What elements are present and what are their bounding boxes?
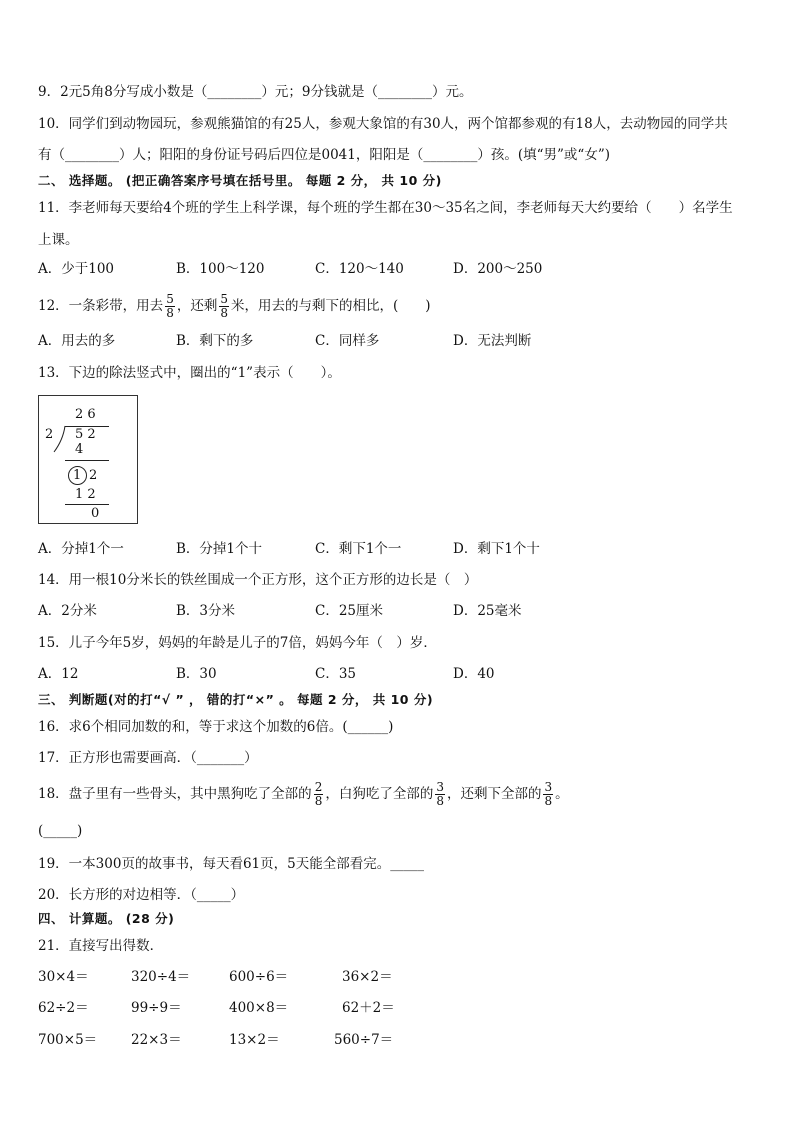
- division-subtract-2: 1 2: [75, 487, 96, 502]
- question-18: [38, 777, 569, 811]
- q12-frac1-num: 5: [166, 292, 174, 306]
- q12-option-a: A．用去的多: [38, 333, 116, 349]
- q13-option-a: A．分掉1个一: [38, 541, 124, 557]
- q14-option-b: B．3分米: [176, 603, 236, 619]
- q13-option-c: C．剩下1个一: [315, 541, 402, 557]
- q13-option-b: B．分掉1个十: [176, 541, 263, 557]
- q12-fraction-2: [219, 293, 229, 320]
- calc-r2-c1: 62÷2＝: [38, 1000, 89, 1016]
- calc-r2-c4: 62＋2＝: [342, 1000, 395, 1016]
- question-10-line1: 10．同学们到动物园玩，参观熊猫馆的有25人，参观大象馆的有30人，两个馆都参观的有18人，去动物园的同学共: [38, 116, 728, 132]
- q18-fraction-1: [314, 781, 324, 808]
- q12-frac2-den: 8: [220, 306, 228, 320]
- calc-r3-c4: 560÷7＝: [334, 1032, 394, 1048]
- calc-r1-c3: 600÷6＝: [229, 969, 289, 985]
- q15-option-a: A．12: [38, 666, 79, 682]
- q18-frac3-den: 8: [544, 794, 553, 808]
- q18-text-mid2: ，还剩下全部的: [446, 786, 542, 802]
- q18-frac1-num: 2: [314, 780, 323, 794]
- q15-option-b: B．30: [176, 666, 217, 682]
- division-line-2: [65, 504, 109, 505]
- q12-text-post: 米，用去的与剩下的相比，( ): [230, 298, 431, 314]
- question-21: 21．直接写出得数．: [38, 938, 164, 954]
- question-9: 9．2元5角8分写成小数是（________）元；9分钱就是（________）元。: [38, 84, 473, 100]
- question-14: 14．用一根10分米长的铁丝围成一个正方形，这个正方形的边长是（ ）: [38, 572, 478, 588]
- q15-option-d: D．40: [453, 666, 495, 682]
- q12-text-mid: ，还剩: [176, 298, 218, 314]
- q18-frac2-den: 8: [436, 794, 444, 808]
- q18-text-post: 。: [555, 786, 569, 802]
- division-dividend: 5 2: [75, 427, 96, 442]
- division-quotient: 2 6: [75, 407, 96, 422]
- q18-frac3-num: 3: [544, 780, 553, 794]
- calc-r2-c3: 400×8＝: [229, 1000, 289, 1016]
- calc-r3-c2: 22×3＝: [131, 1032, 182, 1048]
- q11-option-c: C．120～140: [315, 261, 404, 277]
- question-17: 17．正方形也需要画高．（_______）: [38, 750, 258, 766]
- q12-option-d: D．无法判断: [453, 333, 532, 349]
- q14-option-a: A．2分米: [38, 603, 97, 619]
- q18-frac2-num: 3: [436, 780, 444, 794]
- calc-r1-c4: 36×2＝: [342, 969, 393, 985]
- question-16: 16．求6个相同加数的和，等于求这个加数的6倍。(______): [38, 719, 394, 735]
- calc-r3-c1: 700×5＝: [38, 1032, 98, 1048]
- q18-fraction-2: [435, 781, 445, 808]
- q12-text-pre: 12．一条彩带，用去: [38, 298, 164, 314]
- question-11-line2: 上课。: [38, 232, 79, 248]
- q11-option-a: A．少于100: [38, 261, 115, 277]
- question-18-blank: (_____): [38, 823, 83, 839]
- division-subtract-1: 4: [75, 442, 84, 457]
- division-line-1: [65, 460, 109, 461]
- question-12: [38, 290, 431, 322]
- calc-r2-c2: 99÷9＝: [131, 1000, 182, 1016]
- section-calculation-heading: 四、 计算题。 (28 分): [38, 911, 175, 926]
- q14-option-c: C．25厘米: [315, 603, 384, 619]
- q12-frac2-num: 5: [220, 292, 228, 306]
- division-circled-next: 2: [89, 468, 98, 483]
- division-bracket-icon: [53, 424, 67, 454]
- question-19: 19．一本300页的故事书，每天看61页，5天能全部看完。_____: [38, 856, 424, 872]
- section-judgment-heading: 三、 判断题(对的打“√ ” ， 错的打“×” 。 每题 2 分， 共 10 分): [38, 692, 434, 707]
- long-division-figure: [38, 395, 138, 524]
- q11-option-b: B．100～120: [176, 261, 265, 277]
- q18-fraction-3: [543, 781, 553, 808]
- q15-option-c: C．35: [315, 666, 357, 682]
- q13-option-d: D．剩下1个十: [453, 541, 540, 557]
- question-10-line2: 有（________）人；阳阳的身份证号码后四位是0041，阳阳是（________）孩。(填“男”或“女”): [38, 147, 610, 163]
- question-15: 15．儿子今年5岁，妈妈的年龄是儿子的7倍，妈妈今年（ ）岁．: [38, 635, 437, 651]
- calc-r1-c1: 30×4＝: [38, 969, 89, 985]
- calc-r1-c2: 320÷4＝: [131, 969, 191, 985]
- division-divisor: 2: [45, 427, 54, 442]
- q12-fraction-1: [165, 293, 175, 320]
- question-13: 13．下边的除法竖式中，圈出的“1”表示（ ）。: [38, 365, 341, 381]
- question-11-line1: 11．李老师每天要给4个班的学生上科学课，每个班的学生都在30～35名之间，李老师每天大约要给（ ）名学生: [38, 200, 733, 216]
- q14-option-d: D．25毫米: [453, 603, 522, 619]
- q11-option-d: D．200～250: [453, 261, 543, 277]
- q12-option-b: B．剩下的多: [176, 333, 254, 349]
- division-circled-digit: 1: [73, 468, 82, 483]
- q18-text-mid1: ，白狗吃了全部的: [325, 786, 434, 802]
- division-remainder: 0: [91, 506, 100, 521]
- question-20: 20．长方形的对边相等．（_____）: [38, 887, 245, 903]
- q18-frac1-den: 8: [314, 794, 323, 808]
- section-choice-heading: 二、 选择题。 (把正确答案序号填在括号里。 每题 2 分， 共 10 分): [38, 173, 442, 188]
- q12-frac1-den: 8: [166, 306, 174, 320]
- q12-option-c: C．同样多: [315, 333, 380, 349]
- q18-text-pre: 18．盘子里有一些骨头，其中黑狗吃了全部的: [38, 786, 312, 802]
- calc-r3-c3: 13×2＝: [229, 1032, 280, 1048]
